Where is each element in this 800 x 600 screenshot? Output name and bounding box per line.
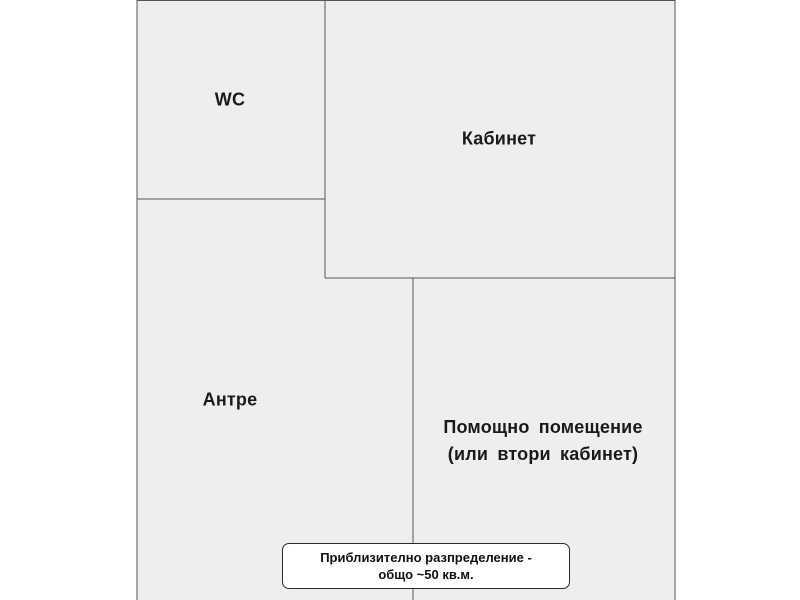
room-label-wc: WC [214,89,246,110]
room-label-cabinet: Кабинет [461,128,537,149]
room-label-auxiliary-line2: (или втори кабинет) [447,444,639,464]
area-note-line1: Приблизително разпределение - [320,550,532,565]
area-note-box [282,543,570,589]
room-label-auxiliary-line1: Помощно помещение [443,417,643,437]
room-label-auxiliary [443,414,642,468]
area-note-line2: общо ~50 кв.м. [378,567,474,582]
room-label-antre: Антре [202,389,258,410]
